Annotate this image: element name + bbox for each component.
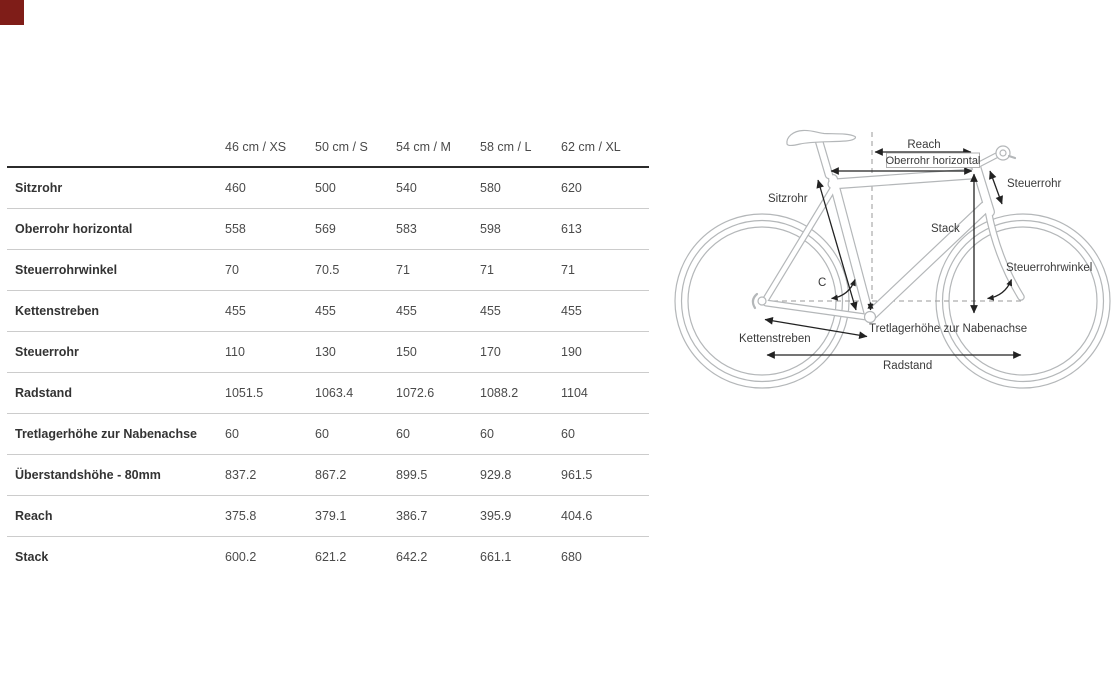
value-cell: 71 [561,250,649,291]
row-label: Tretlagerhöhe zur Nabenachse [7,414,225,455]
size-column-header: 54 cm / M [396,128,480,167]
table-row [7,291,649,332]
value-cell: 70.5 [315,250,396,291]
value-cell: 642.2 [396,550,428,564]
size-column-header: 62 cm / XL [561,128,649,167]
table-row [7,455,649,496]
table-row [7,373,649,414]
value-cell: 580 [480,167,561,209]
row-label: Radstand [7,373,225,414]
table-row [7,537,649,578]
size-column-header: 46 cm / XS [225,128,315,167]
value-cell: 71 [396,250,480,291]
value-cell: 961.5 [561,455,649,496]
value-cell: 899.5 [396,455,480,496]
size-column-header: 50 cm / S [315,128,396,167]
value-cell: 71 [480,250,561,291]
value-cell: 569 [315,209,396,250]
oberrohr-label: Oberrohr horizontal [885,155,981,167]
table-row [7,209,649,250]
value-cell: 1072.6 [396,373,480,414]
size-column-header: 58 cm / L [480,128,561,167]
row-label: Kettenstreben [7,291,225,332]
value-cell: 379.1 [315,496,396,537]
value-cell: 455 [315,291,396,332]
value-cell: 540 [396,167,480,209]
value-cell: 1088.2 [480,373,561,414]
geometry-table [7,128,649,577]
value-cell: 455 [396,291,480,332]
value-cell: 598 [480,209,561,250]
row-label: Stack [15,550,49,564]
value-cell: 929.8 [480,455,561,496]
value-cell: 583 [396,209,480,250]
value-cell: 1051.5 [225,373,315,414]
value-cell: 455 [225,291,315,332]
table-row [7,250,649,291]
steuerrohr-label: Steuerrohr [1007,178,1062,190]
row-label: Reach [7,496,225,537]
value-cell: 60 [225,414,315,455]
table-row [7,332,649,373]
tretlager-label: Tretlagerhöhe zur Nabenachse [869,323,1028,335]
corner-marker [0,0,24,25]
value-cell: 150 [396,332,480,373]
value-cell: 837.2 [225,455,315,496]
table-row [7,496,649,537]
rear-dropout-hook [753,294,757,308]
value-cell: 130 [315,332,396,373]
value-cell: 386.7 [396,496,480,537]
head-angle-arc [988,280,1012,299]
value-cell: 60 [315,414,396,455]
value-cell: 600.2 [225,550,257,564]
sitzrohr-label: Sitzrohr [768,193,808,205]
row-label: Überstandshöhe - 80mm [7,455,225,496]
bottom-bracket [865,312,876,323]
value-cell: 60 [561,414,649,455]
value-cell: 1104 [561,373,649,414]
steuerrohr-arrow [990,171,1002,204]
row-label: Oberrohr horizontal [7,209,225,250]
value-cell: 70 [225,250,315,291]
value-cell: 404.6 [561,496,649,537]
seat-angle-label: C [818,277,827,289]
value-cell: 500 [315,167,396,209]
row-label: Sitzrohr [7,167,225,209]
handlebar [996,146,1010,160]
value-cell: 621.2 [315,550,347,564]
value-cell: 661.1 [480,550,512,564]
value-cell: 190 [561,332,649,373]
value-cell: 680 [561,550,582,564]
bike-diagram-svg [660,110,1119,400]
steuerrohrwinkel-label: Steuerrohrwinkel [1006,262,1093,274]
radstand-label: Radstand [883,360,933,372]
value-cell: 60 [396,414,480,455]
value-cell: 558 [225,209,315,250]
value-cell: 455 [480,291,561,332]
reach-label: Reach [907,139,941,151]
value-cell: 867.2 [315,455,396,496]
value-cell: 460 [225,167,315,209]
rear-dropout [758,297,766,305]
value-cell: 455 [561,291,649,332]
table-corner-cell [7,128,225,167]
value-cell: 395.9 [480,496,561,537]
kettenstreben-label: Kettenstreben [739,333,811,345]
value-cell: 1063.4 [315,373,396,414]
value-cell: 170 [480,332,561,373]
table-row [7,167,649,209]
value-cell: 110 [225,332,315,373]
brake-hood [1009,156,1015,158]
value-cell: 613 [561,209,649,250]
row-label: Steuerrohrwinkel [7,250,225,291]
value-cell: 620 [561,167,649,209]
stack-label: Stack [931,223,960,235]
geometry-table-header [7,128,649,167]
row-label: Steuerrohr [7,332,225,373]
bike-geometry-diagram [660,110,1119,400]
value-cell: 60 [480,414,561,455]
value-cell: 375.8 [225,496,315,537]
table-row [7,414,649,455]
